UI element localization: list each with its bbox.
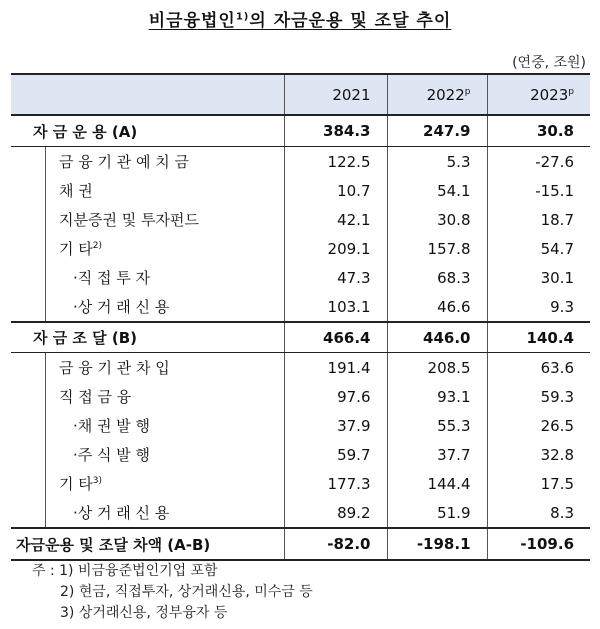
title-footnote-mark: 1) [235,11,250,23]
fund-flow-table [11,73,590,561]
cell-2021: 191.4 [284,353,387,383]
row-label: 직 접 금 융 [11,382,284,411]
table-title [0,6,600,31]
cell-2023: 32.8 [487,440,590,469]
cell-2022: 54.1 [387,176,487,205]
row-label: 기 타$^{3)}$ [11,469,284,498]
table-row [11,205,590,234]
cell-2023: 8.3 [487,498,590,528]
cell-2022: 5.3 [387,147,487,177]
cell-2022: 157.8 [387,234,487,263]
header-2021: 2021 [284,74,387,115]
title-rest: 의 자금운용 및 조달 추이 [249,11,452,31]
table-row [11,382,590,411]
cell-2021: 37.9 [284,411,387,440]
cell-2021: 177.3 [284,469,387,498]
cell-2023: 30.1 [487,263,590,292]
cell-2021: 42.1 [284,205,387,234]
table-row [11,411,590,440]
row-label: 자금운용 및 조달 차액 (A-B) [11,528,284,560]
cell-2022: 30.8 [387,205,487,234]
cell-2022: 51.9 [387,498,487,528]
row-label: 자 금 운 용 (A) [11,115,284,147]
table-row [11,292,590,322]
cell-2023: 17.5 [487,469,590,498]
cell-2021: -82.0 [284,528,387,560]
total-row-difference [11,528,590,560]
footnotes [32,561,313,624]
cell-2023: 140.4 [487,322,590,353]
cell-2023: 18.7 [487,205,590,234]
cell-2023: 59.3 [487,382,590,411]
cell-2022: 37.7 [387,440,487,469]
cell-2021: 103.1 [284,292,387,322]
cell-2022: 247.9 [387,115,487,147]
row-label: ·채 권 발 행 [11,411,284,440]
header-2023: 2023$^p$ [487,74,590,115]
table-row [11,176,590,205]
table-row [11,234,590,263]
cell-2023: 63.6 [487,353,590,383]
cell-2022: -198.1 [387,528,487,560]
footnote-1: 주 : 1) 비금융준법인기업 포함 [32,563,218,579]
header-label-cell [11,74,284,115]
header-2022: 2022$^p$ [387,74,487,115]
cell-2021: 97.6 [284,382,387,411]
cell-2022: 93.1 [387,382,487,411]
footnote-2: 2) 현금, 직접투자, 상거래신용, 미수금 등 [60,584,313,600]
cell-2023: 26.5 [487,411,590,440]
title-main: 비금융법인 [148,11,236,31]
unit-label: (연중, 조원) [512,55,586,71]
row-label: 채 권 [11,176,284,205]
row-label: 자 금 조 달 (B) [11,322,284,353]
table-row [11,263,590,292]
row-label: 지분증권 및 투자펀드 [11,205,284,234]
cell-2021: 122.5 [284,147,387,177]
table-row [11,498,590,528]
cell-2023: 30.8 [487,115,590,147]
cell-2023: -15.1 [487,176,590,205]
footnote-3: 3) 상거래신용, 정부융자 등 [60,605,228,621]
cell-2022: 208.5 [387,353,487,383]
cell-2022: 68.3 [387,263,487,292]
table-row [11,353,590,383]
cell-2021: 47.3 [284,263,387,292]
section-row-uses [11,115,590,147]
cell-2023: 9.3 [487,292,590,322]
cell-2022: 46.6 [387,292,487,322]
row-label: ·직 접 투 자 [11,263,284,292]
row-label: 기 타$^{2)}$ [11,234,284,263]
row-label: ·주 식 발 행 [11,440,284,469]
cell-2022: 55.3 [387,411,487,440]
row-label: 금 융 기 관 예 치 금 [11,147,284,177]
row-label: ·상 거 래 신 용 [11,498,284,528]
table-row [11,147,590,177]
cell-2023: -109.6 [487,528,590,560]
cell-2022: 446.0 [387,322,487,353]
table-row [11,469,590,498]
cell-2021: 384.3 [284,115,387,147]
table-row [11,440,590,469]
row-label: 금 융 기 관 차 입 [11,353,284,383]
cell-2022: 144.4 [387,469,487,498]
cell-2021: 209.1 [284,234,387,263]
header-row [11,74,590,115]
section-row-sources [11,322,590,353]
cell-2021: 59.7 [284,440,387,469]
cell-2023: -27.6 [487,147,590,177]
cell-2021: 10.7 [284,176,387,205]
row-label: ·상 거 래 신 용 [11,292,284,322]
cell-2021: 89.2 [284,498,387,528]
cell-2021: 466.4 [284,322,387,353]
cell-2023: 54.7 [487,234,590,263]
